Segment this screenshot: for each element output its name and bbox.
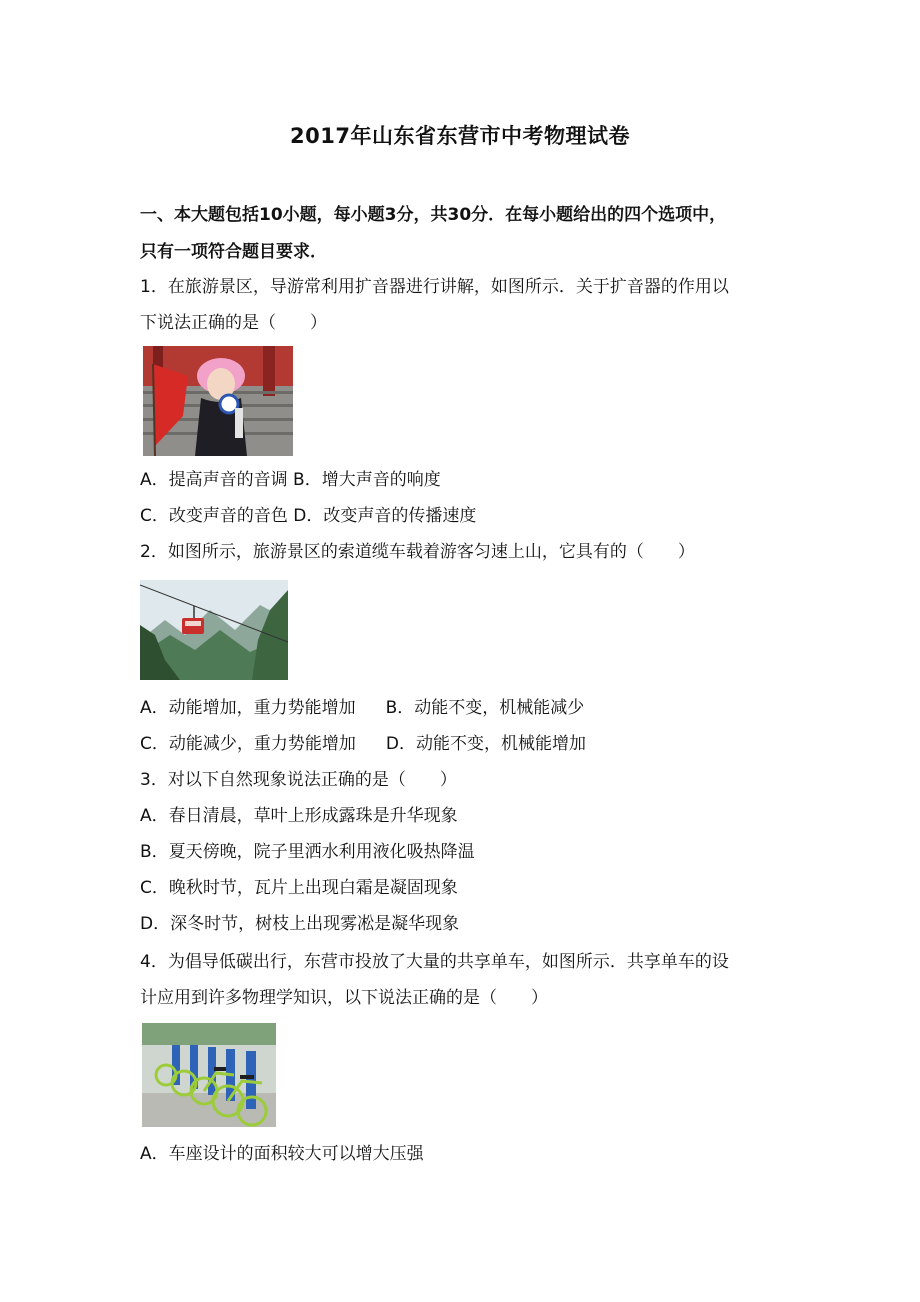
q3-stem-line1: 3．对以下自然现象说法正确的是（ ） <box>140 770 457 790</box>
q3-option-a: A．春日清晨，草叶上形成露珠是升华现象 <box>140 806 458 826</box>
q1-stem-line2: 下说法正确的是（ ） <box>140 313 327 333</box>
q2-options-line1 <box>140 696 584 720</box>
q2-option-d: D．动能不变，机械能增加 <box>385 734 586 754</box>
tour-guide-megaphone-photo-icon <box>143 346 293 456</box>
q2-option-c: C．动能减少，重力势能增加 <box>140 734 356 754</box>
section-heading-line2: 只有一项符合题目要求． <box>140 242 327 262</box>
q3-option-d: D．深冬时节，树枝上出现雾凇是凝华现象 <box>140 914 460 934</box>
q4-stem-line1: 4．为倡导低碳出行，东营市投放了大量的共享单车，如图所示．共享单车的设 <box>140 952 729 972</box>
section-heading-line1: 一、本大题包括10小题，每小题3分，共30分．在每小题给出的四个选项中， <box>140 205 727 225</box>
q3-option-c: C．晚秋时节，瓦片上出现白霜是凝固现象 <box>140 878 458 898</box>
q2-option-b: B．动能不变，机械能减少 <box>385 698 585 718</box>
q4-option-a: A．车座设计的面积较大可以增大压强 <box>140 1144 424 1164</box>
q2-stem-line1: 2．如图所示，旅游景区的索道缆车载着游客匀速上山，它具有的（ ） <box>140 542 695 562</box>
q4-stem-line2: 计应用到许多物理学知识，以下说法正确的是（ ） <box>140 988 548 1008</box>
q3-option-b: B．夏天傍晚，院子里洒水利用液化吸热降温 <box>140 842 475 862</box>
q2-option-a: A．动能增加，重力势能增加 <box>140 698 356 718</box>
q1-options-line1: A．提高声音的音调 B．增大声音的响度 <box>140 470 441 490</box>
q1-options-line2: C．改变声音的音色 D．改变声音的传播速度 <box>140 506 477 526</box>
shared-bicycles-photo-icon <box>142 1023 276 1127</box>
page-title: 2017年山东省东营市中考物理试卷 <box>290 124 630 148</box>
q1-stem-line1: 1．在旅游景区，导游常利用扩音器进行讲解，如图所示．关于扩音器的作用以 <box>140 277 729 297</box>
q2-options-line2 <box>140 732 586 756</box>
cable-car-mountain-photo-icon <box>140 580 288 680</box>
